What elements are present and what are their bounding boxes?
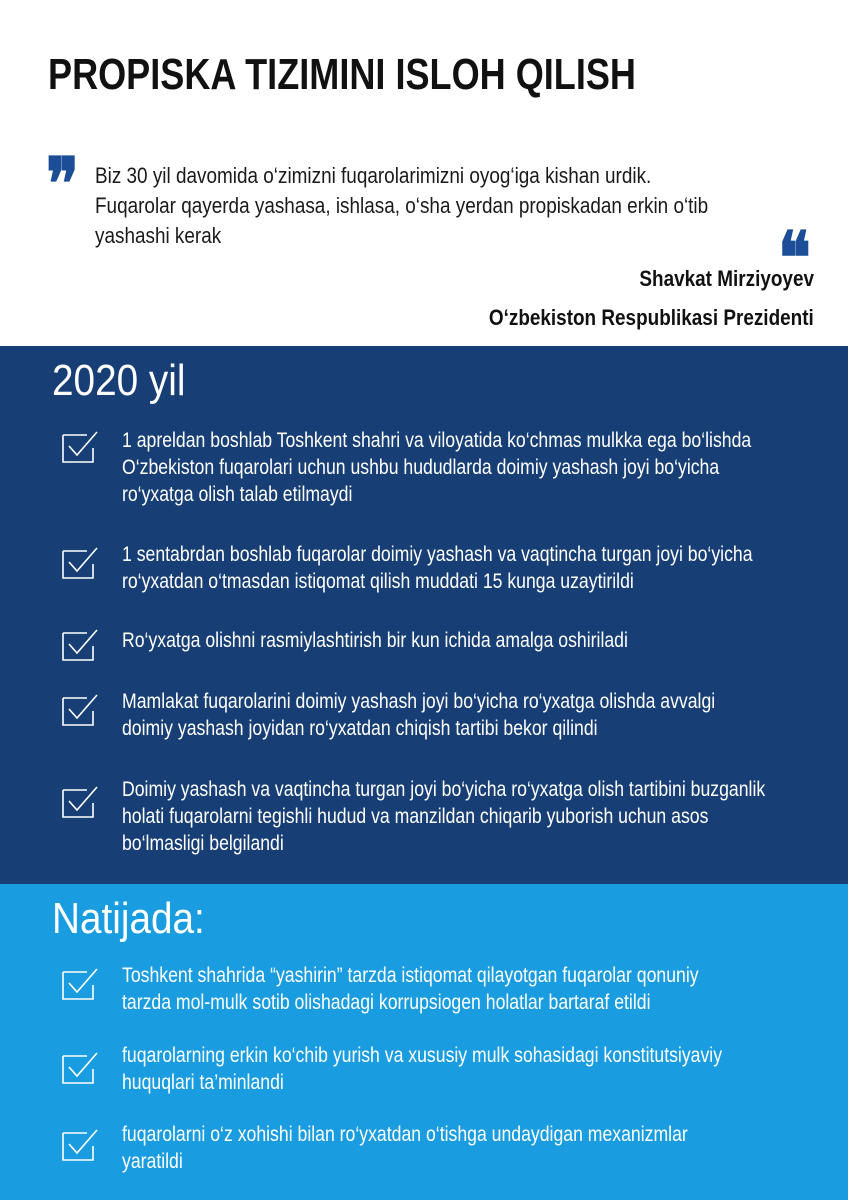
checklist-item-line: Doimiy yashash va vaqtincha turgan joyi bo‘yicha ro‘yxatga olish tartibini buzganlik — [122, 778, 766, 801]
checkbox-check-icon — [60, 1050, 100, 1086]
quote-author: Shavkat Mirziyoyev — [639, 266, 814, 291]
checklist-item-text — [122, 1042, 844, 1096]
checkbox-check-icon — [60, 545, 100, 581]
quote-open-icon: ❞ — [46, 141, 79, 226]
checkbox-check-icon — [60, 1127, 100, 1163]
checklist-item-text — [122, 688, 844, 742]
checklist-item-line: huquqlari ta’minlandi — [122, 1071, 284, 1094]
checklist-item-line: bo‘lmasligi belgilandi — [122, 832, 284, 855]
checklist-item-line: 1 sentabrdan boshlab fuqarolar doimiy yashash va vaqtincha turgan joyi bo‘yicha — [122, 543, 753, 566]
checklist-item-text — [122, 627, 844, 654]
section-2020-heading: 2020 yil — [52, 356, 186, 405]
checklist-item-line: doimiy yashash joyidan ro‘yxatdan chiqish tartibi bekor qilindi — [122, 717, 598, 740]
checklist-item-line: Toshkent shahrida “yashirin” tarzda istiqomat qilayotgan fuqarolar qonuniy — [122, 964, 699, 987]
quote-line: yashashi kerak — [95, 223, 222, 248]
checklist-item-line: fuqarolarni o‘z xohishi bilan ro‘yxatdan o‘tishga undaydigan mexanizmlar — [122, 1123, 688, 1146]
checklist-item-text — [122, 427, 844, 508]
checklist-item-line: O‘zbekiston fuqarolari uchun ushbu hududlarda doimiy yashash joyi bo‘yicha — [122, 456, 720, 479]
checklist-item-text — [122, 541, 844, 595]
quote-author-role: O‘zbekiston Respublikasi Prezidenti — [489, 305, 814, 330]
quote-line: Fuqarolar qayerda yashasa, ishlasa, o‘sha yerdan propiskadan erkin o‘tib — [95, 193, 709, 218]
checkbox-check-icon — [60, 627, 100, 663]
quote-close-icon: ❝ — [778, 215, 811, 300]
checklist-item-line: tarzda mol-mulk sotib olishadagi korrupsiogen holatlar bartaraf etildi — [122, 991, 651, 1014]
checklist-item-line: yaratildi — [122, 1150, 183, 1173]
checklist-item-line: Ro‘yxatga olishni rasmiylashtirish bir kun ichida amalga oshiriladi — [122, 629, 628, 652]
checkbox-check-icon — [60, 784, 100, 820]
quote-line: Biz 30 yil davomida o‘zimizni fuqarolarimizni oyog‘iga kishan urdik. — [95, 163, 652, 188]
checklist-item-line: 1 apreldan boshlab Toshkent shahri va viloyatida ko‘chmas mulkka ega bo‘lishda — [122, 429, 752, 452]
checklist-item-text — [122, 776, 844, 857]
checklist-item-line: fuqarolarning erkin ko‘chib yurish va xususiy mulk sohasidagi konstitutsiyaviy — [122, 1044, 723, 1067]
checkbox-check-icon — [60, 692, 100, 728]
quote-text — [95, 161, 800, 251]
checklist-item-text — [122, 962, 844, 1016]
checklist-item-line: holati fuqarolarni tegishli hudud va manzildan chiqarib yuborish uchun asos — [122, 805, 709, 828]
checkbox-check-icon — [60, 966, 100, 1002]
checklist-item-line: ro‘yxatdan o‘tmasdan istiqomat qilish muddati 15 kunga uzaytirildi — [122, 570, 634, 593]
checkbox-check-icon — [60, 429, 100, 465]
checklist-item-line: Mamlakat fuqarolarini doimiy yashash joyi bo‘yicha ro‘yxatga olishda avvalgi — [122, 690, 716, 713]
checklist-item-text — [122, 1121, 844, 1175]
page-title: PROPISKA TIZIMINI ISLOH QILISH — [48, 50, 636, 99]
section-result-heading: Natijada: — [52, 894, 205, 943]
checklist-item-line: ro‘yxatga olish talab etilmaydi — [122, 483, 353, 506]
